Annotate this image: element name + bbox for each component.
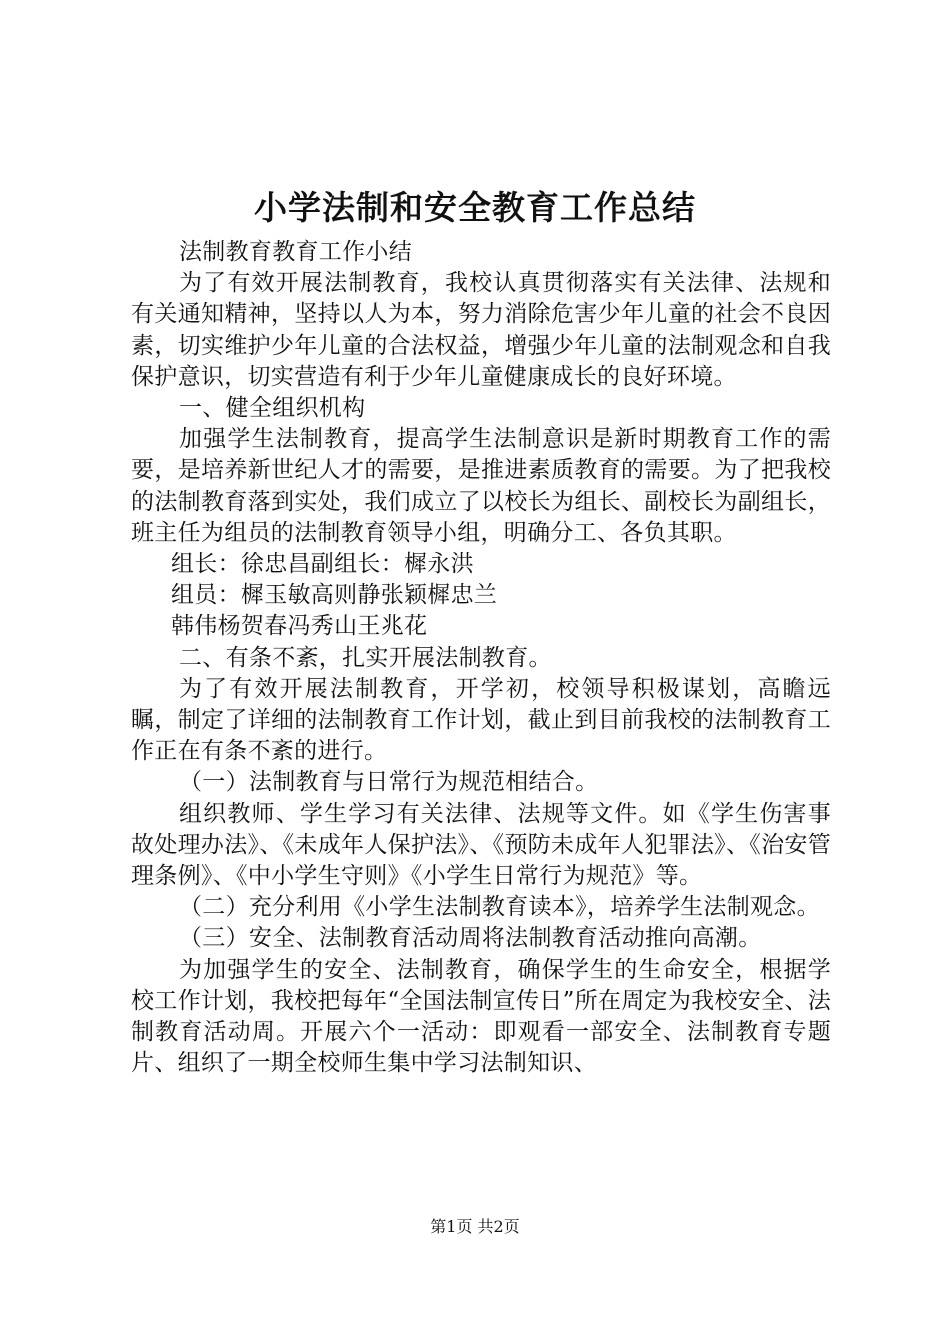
paragraph: 法制教育教育工作小结 (179, 239, 412, 265)
subsection-heading: （一）法制教育与日常行为规范相结合。 (179, 769, 599, 796)
section-heading: 二、有条不紊，扎实开展法制教育。 (179, 644, 552, 671)
paragraph: 组织教师、学生学习有关法律、法规等文件。如《学生伤害事故处理办法》、《未成年人保护法》、《预防未成年人犯罪法》、《治安管理条例》、《中小学生守则》《小学生日常行为规范》等。 (131, 800, 831, 890)
paragraph: 为加强学生的安全、法制教育，确保学生的生命安全，根据学校工作计划，我校把每年“全国法制宣传日”所在周定为我校安全、法制教育活动周。开展六个一活动：即观看一部安全、法制教育专题片、组织了一期全校师生集中学习法制知识、 (131, 956, 831, 1077)
paragraph: 组长：徐忠昌副组长：樨永洪 (171, 551, 474, 578)
section-heading: 一、健全组织机构 (179, 395, 366, 422)
paragraph: 组员：樨玉敏高则静张颖樨忠兰 (171, 582, 498, 609)
paragraph: 加强学生法制教育，提高学生法制意识是新时期教育工作的需要，是培养新世纪人才的需要，是推进素质教育的需要。为了把我校的法制教育落到实处，我们成立了以校长为组长、副校长为副组长，班主任为组员的法制教育领导小组，明确分工、各负其职。 (131, 426, 831, 546)
paragraph: 为了有效开展法制教育，我校认真贯彻落实有关法律、法规和有关通知精神，坚持以人为本，努力消除危害少年儿童的社会不良因素，切实维护少年儿童的合法权益，增强少年儿童的法制观念和自我保护意识，切实营造有利于少年儿童健康成长的良好环境。 (131, 270, 831, 390)
document-title: 小学法制和安全教育工作总结 (254, 188, 696, 227)
paragraph: 为了有效开展法制教育，开学初，校领导积极谋划，高瞻远瞩，制定了详细的法制教育工作计划，截止到目前我校的法制教育工作正在有条不紊的进行。 (131, 675, 831, 765)
document-body (131, 237, 831, 1079)
subsection-heading: （二）充分利用《小学生法制教育读本》，培养学生法制观念。 (179, 894, 820, 921)
paragraph: 韩伟杨贺春冯秀山王兆花 (171, 613, 428, 640)
subsection-heading: （三）安全、法制教育活动周将法制教育活动推向高潮。 (179, 925, 762, 952)
page-footer: 第1页 共2页 (430, 1217, 520, 1236)
